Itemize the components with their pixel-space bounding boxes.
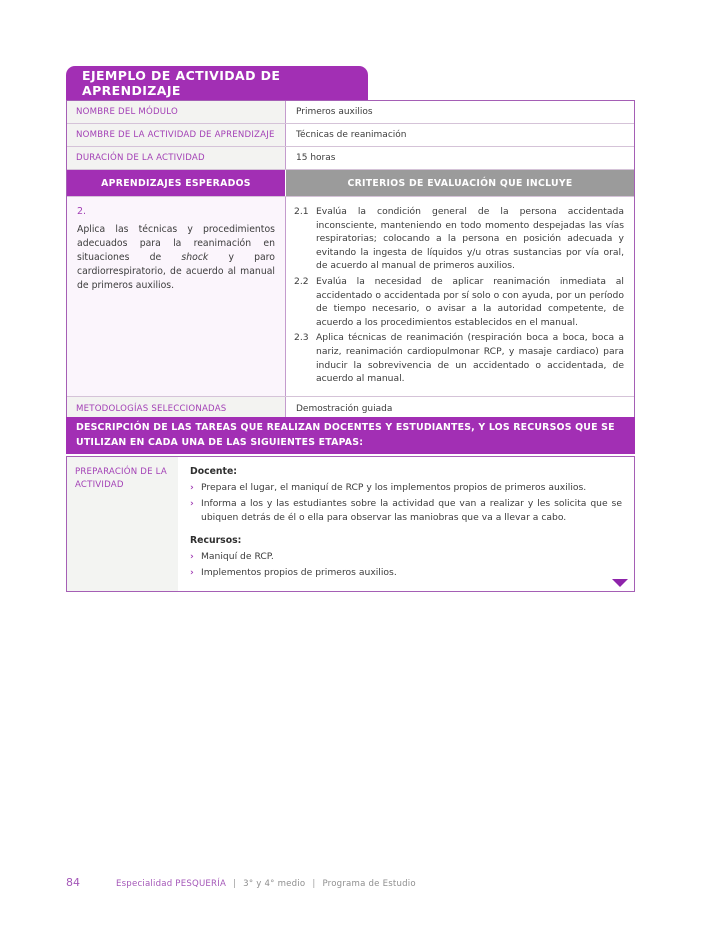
page-footer [66,876,656,889]
column-header-row [67,170,634,197]
footer-separator: | [233,879,237,889]
criterion-number: 2.3 [294,332,309,344]
teacher-task-text: Informa a los y las estudiantes sobre la actividad que van a realizar y les solicita que se ubiquen detrás de él o ella para observar las maniobras que va a llevar a cabo. [201,497,622,523]
resources-heading: Recursos: [190,535,242,547]
preparation-section [66,456,635,592]
duration-label: DURACIÓN DE LA ACTIVIDAD [67,147,286,169]
criterion-item [294,331,624,385]
activity-table [66,100,635,422]
page-number: 84 [66,876,80,889]
table-row [67,147,634,170]
footer-grade: 3° y 4° medio [243,879,306,889]
tasks-description-text: DESCRIPCIÓN DE LAS TAREAS QUE REALIZAN DOCENTES Y ESTUDIANTES, Y LOS RECURSOS QUE SE UTILIZAN EN CADA UNA DE LAS SIGUIENTES ETAPAS: [76,422,615,448]
tasks-description-banner [66,417,635,454]
table-row [67,124,634,147]
evaluation-criteria-header: CRITERIOS DE EVALUACIÓN QUE INCLUYE [286,170,634,196]
continued-arrow-icon [612,579,628,587]
duration-value: 15 horas [296,153,336,163]
learning-number: 2. [77,206,87,217]
chevron-bullet-icon: › [190,551,194,563]
table-row [67,101,634,124]
methodology-value: Demostración guiada [296,403,393,414]
teacher-heading: Docente: [190,466,238,477]
criterion-text: Aplica técnicas de reanimación (respiración boca a boca, boca a nariz, reanimación cardiopulmonar RCP, y masaje cardiaco) para inducir la sobrevivencia de un accidentado o accidentada, de acuerdo al manual. [316,332,624,385]
module-name-value: Primeros auxilios [296,107,373,117]
preparation-content [178,457,634,591]
resource-text: Implementos propios de primeros auxilios. [201,567,397,579]
footer-specialty: Especialidad PESQUERÍA [116,879,227,889]
spacer [190,526,622,535]
page-title: EJEMPLO DE ACTIVIDAD DE APRENDIZAJE [66,66,368,100]
footer-separator: | [312,879,316,889]
expected-learning-cell [67,197,286,396]
learning-text-before: Aplica las técnicas y procedimientos adecuados para la reanimación en situaciones de [77,224,275,264]
criterion-text: Evalúa la condición general de la persona accidentada inconsciente, manteniendo en todo momento despejadas las vías respiratorias; colocando a la persona en posición adecuada y evitando la ingesta de líquidos y/u otras sustancias por vía oral, de acuerdo al manual de primeros auxilios. [316,206,624,272]
teacher-task-item [190,497,622,525]
criterion-item [294,275,624,329]
activity-name-value: Técnicas de reanimación [296,130,407,140]
module-name-label: NOMBRE DEL MÓDULO [67,101,286,123]
chevron-bullet-icon: › [190,497,194,509]
teacher-task-text: Prepara el lugar, el maniquí de RCP y los implementos propios de primeros auxilios. [201,482,587,493]
footer-meta [116,879,416,889]
learning-italic-word: shock [181,252,209,264]
activity-name-label: NOMBRE DE LA ACTIVIDAD DE APRENDIZAJE [67,124,286,146]
resource-item [190,550,622,564]
learning-criteria-row [67,197,634,397]
resource-text: Maniquí de RCP. [201,551,274,563]
criteria-cell [286,197,634,396]
resource-item [190,566,622,580]
criterion-number: 2.1 [294,206,309,217]
learning-text-after: y paro cardiorrespiratorio, de acuerdo al manual de primeros auxilios. [77,252,275,291]
chevron-bullet-icon: › [190,482,194,493]
criterion-number: 2.2 [294,276,309,288]
expected-learning-header: APRENDIZAJES ESPERADOS [67,170,286,196]
chevron-bullet-icon: › [190,567,194,579]
criterion-item [294,205,624,273]
footer-program: Programa de Estudio [322,879,416,889]
criterion-text: Evalúa la necesidad de aplicar reanimación inmediata al accidentado o accidentada por sí solo o con ayuda, por un período de tiempo necesario, o avisar a la autoridad competente, de acuerdo a los procedimientos establecidos en el manual. [316,276,624,328]
teacher-task-item [190,481,622,495]
methodology-label: METODOLOGÍAS SELECCIONADAS [67,397,286,421]
preparation-label: PREPARACIÓN DE LA ACTIVIDAD [67,457,178,591]
